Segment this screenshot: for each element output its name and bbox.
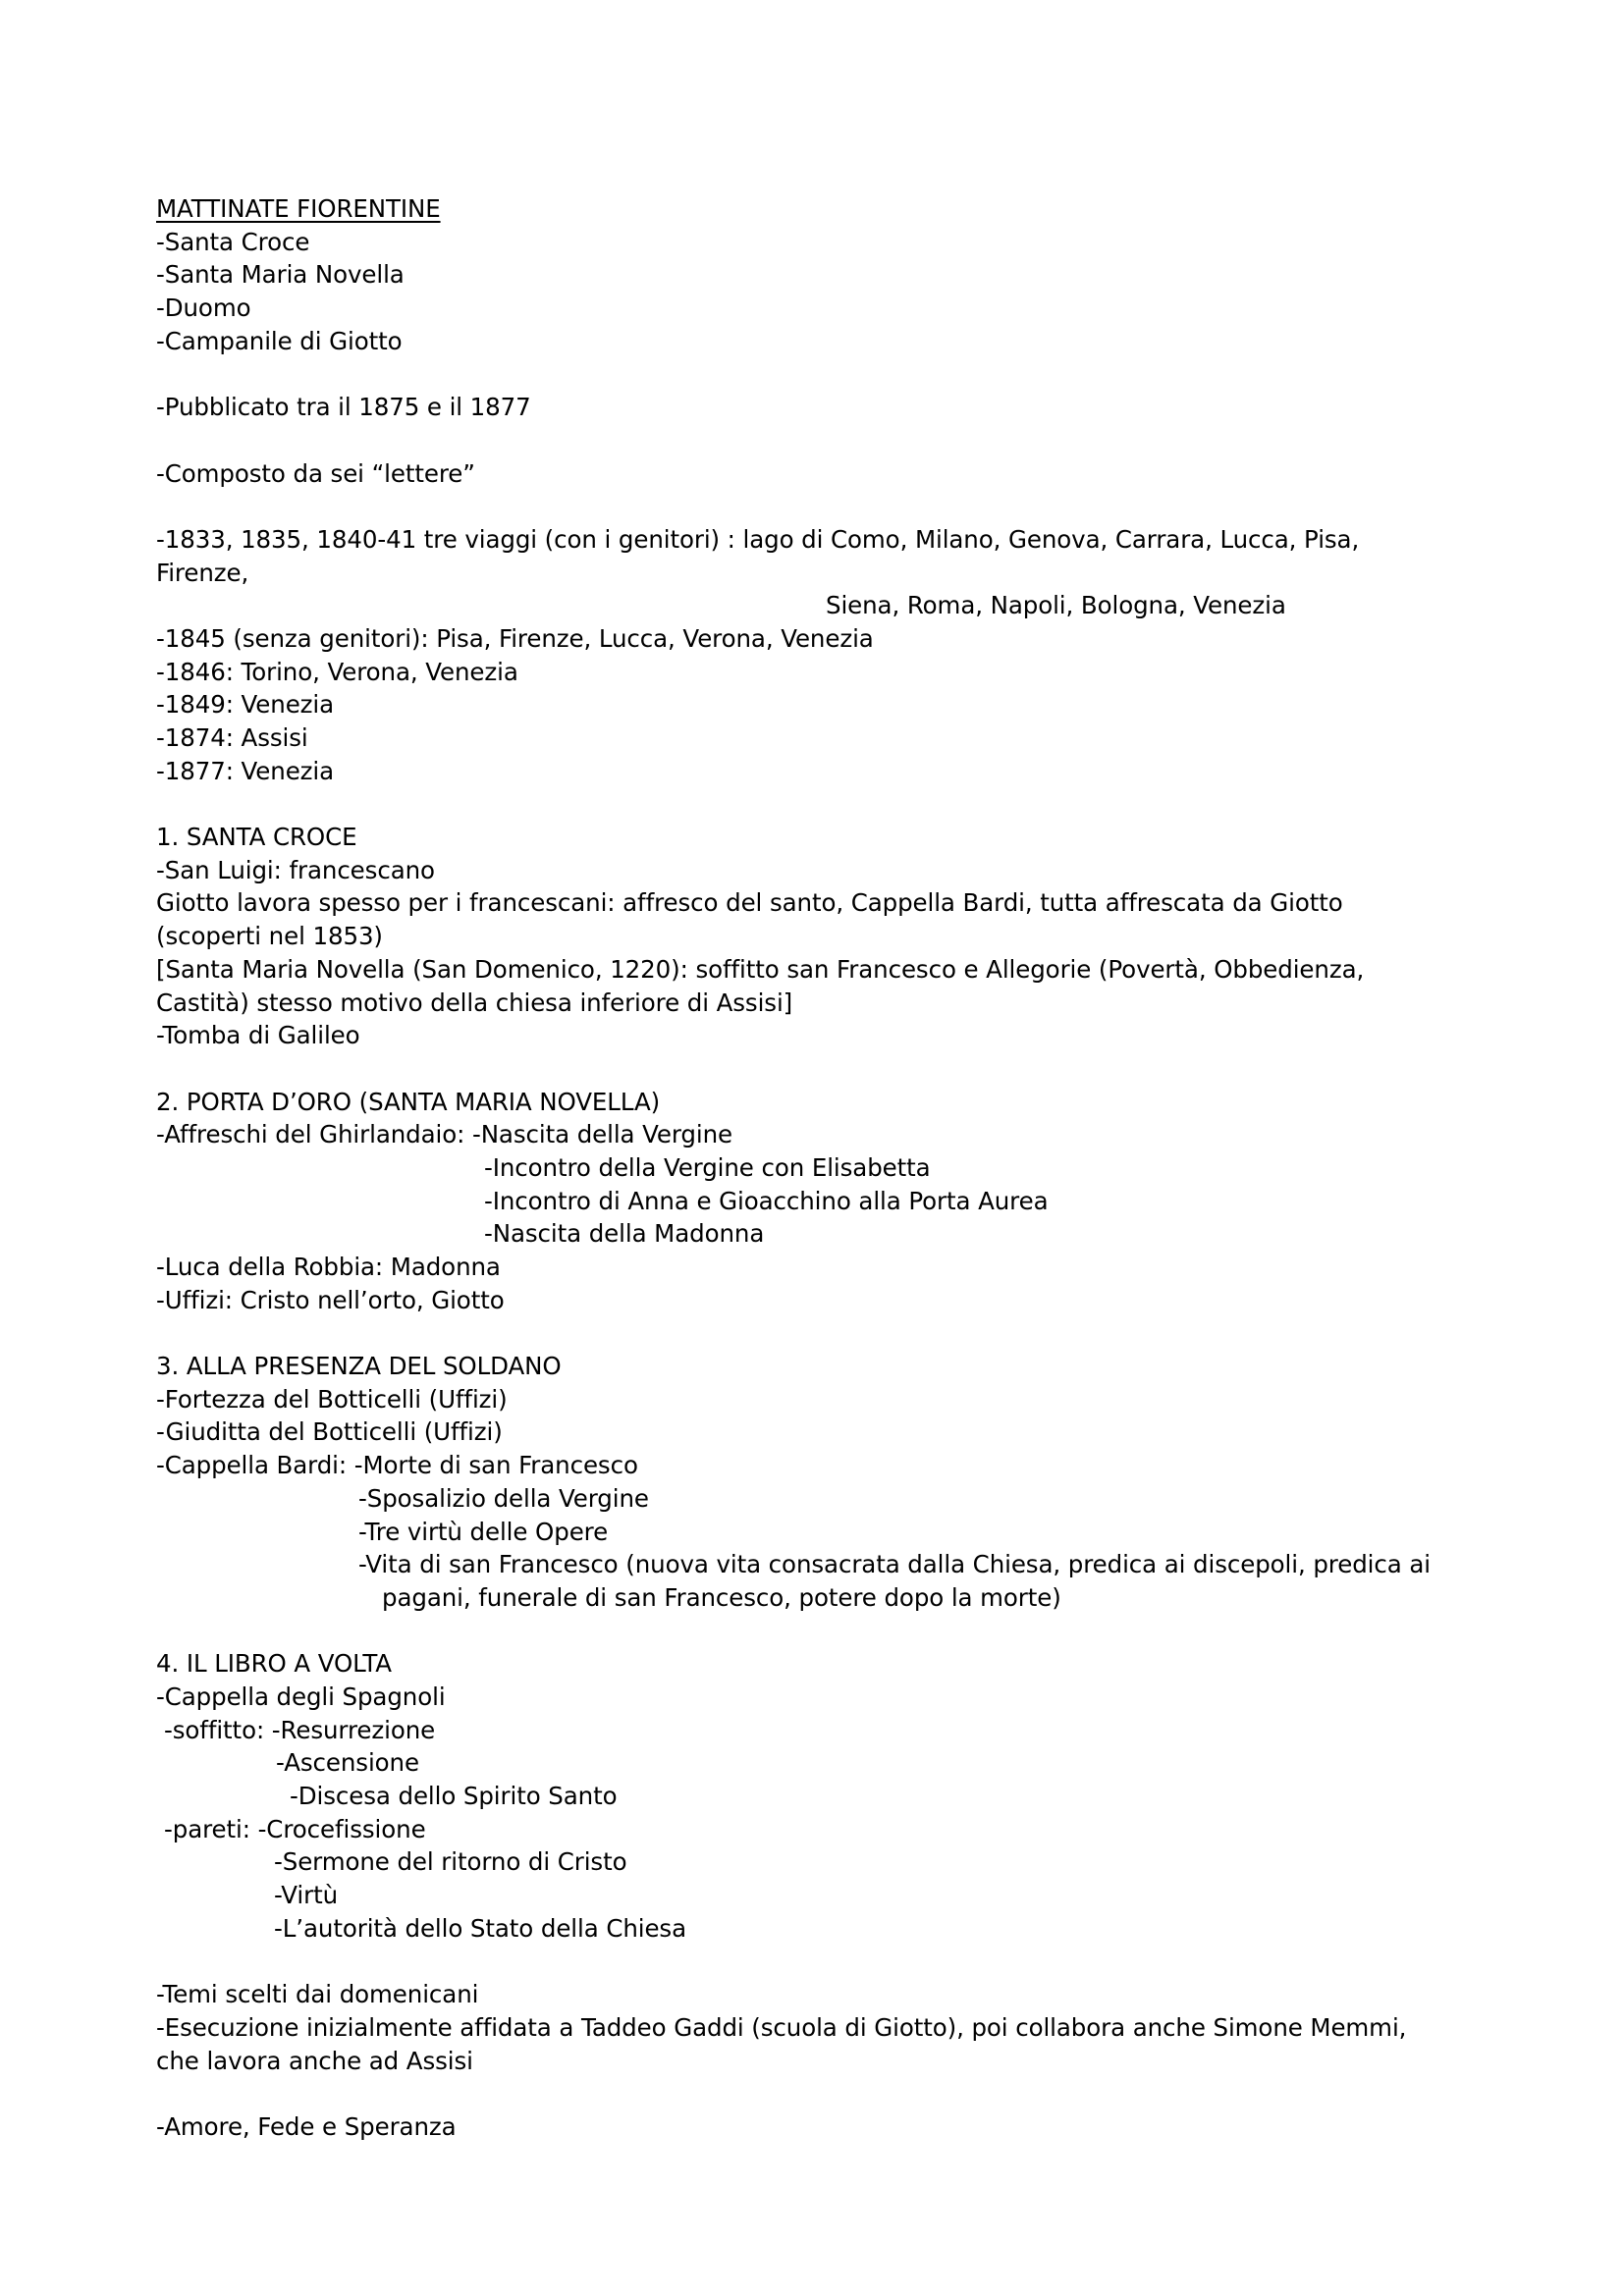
bardi-item: -Vita di san Francesco (nuova vita consacrata dalla Chiesa, predica ai discepoli, predica ai	[358, 1550, 1431, 1579]
intro-item: -Santa Croce	[156, 227, 310, 256]
bardi-item: -Sposalizio della Vergine	[358, 1483, 649, 1513]
section-heading: 1. SANTA CROCE	[156, 823, 357, 852]
section-line: -Tomba di Galileo	[156, 1021, 360, 1050]
spacer	[156, 490, 1472, 523]
intro-item: -Santa Maria Novella	[156, 260, 405, 290]
bardi-line: -Cappella Bardi: -Morte di san Francesco	[156, 1451, 638, 1480]
soffitto-line: -soffitto: -Resurrezione	[164, 1715, 436, 1744]
spacer	[156, 1052, 1472, 1086]
closing-line: -Amore, Fede e Speranza	[156, 2111, 457, 2141]
pareti-item: -Virtù	[274, 1881, 339, 1910]
travels-line: -1833, 1835, 1840-41 tre viaggi (con i genitori) : lago di Como, Milano, Genova, Carrara, Lucca, Pisa,	[156, 524, 1360, 554]
ghirlandaio-line: -Affreschi del Ghirlandaio: -Nascita della Vergine	[156, 1120, 732, 1149]
composed-note: -Composto da sei “lettere”	[156, 458, 475, 488]
document-title: MATTINATE FIORENTINE	[156, 194, 441, 223]
ghirlandaio-item: -Incontro della Vergine con Elisabetta	[484, 1152, 931, 1182]
section-line: Giotto lavora spesso per i francescani: affresco del santo, Cappella Bardi, tutta affrescata da Giotto	[156, 888, 1343, 918]
note-line: -Temi scelti dai domenicani	[156, 1980, 479, 2009]
ghirlandaio-item: -Incontro di Anna e Gioacchino alla Porta Aurea	[484, 1186, 1049, 1215]
note-line: che lavora anche ad Assisi	[156, 2046, 473, 2075]
section-line: -Luca della Robbia: Madonna	[156, 1253, 501, 1281]
section-line: (scoperti nel 1853)	[156, 922, 383, 951]
section-line: -San Luigi: francescano	[156, 855, 435, 884]
spacer	[156, 2077, 1472, 2110]
spacer	[156, 787, 1472, 821]
document-body	[156, 192, 1472, 2144]
ghirlandaio-item: -Nascita della Madonna	[484, 1219, 765, 1249]
note-line: -Esecuzione inizialmente affidata a Taddeo Gaddi (scuola di Giotto), poi collabora anche Simone Memmi,	[156, 2012, 1407, 2042]
travels-line: Firenze,	[156, 558, 249, 587]
intro-item: -Campanile di Giotto	[156, 326, 403, 355]
travels-item: -1849: Venezia	[156, 690, 335, 720]
soffitto-item: -Discesa dello Spirito Santo	[290, 1782, 618, 1810]
published-note: -Pubblicato tra il 1875 e il 1877	[156, 393, 531, 422]
section-line: [Santa Maria Novella (San Domenico, 1220): soffitto san Francesco e Allegorie (Povertà, Obbedienza,	[156, 954, 1365, 984]
pareti-line: -pareti: -Crocefissione	[164, 1814, 426, 1843]
travels-item: -1874: Assisi	[156, 723, 308, 752]
section-line: -Giuditta del Botticelli (Uffizi)	[156, 1417, 503, 1447]
intro-item: -Duomo	[156, 294, 251, 323]
bardi-item-continued: pagani, funerale di san Francesco, potere dopo la morte)	[382, 1582, 1061, 1612]
section-line: -Cappella degli Spagnoli	[156, 1682, 446, 1711]
spacer	[156, 1316, 1472, 1350]
section-heading: 3. ALLA PRESENZA DEL SOLDANO	[156, 1352, 562, 1381]
spacer	[156, 1615, 1472, 1648]
pareti-item: -L’autorità dello Stato della Chiesa	[274, 1913, 687, 1943]
travels-item: -1877: Venezia	[156, 756, 335, 785]
bardi-item: -Tre virtù delle Opere	[358, 1517, 609, 1546]
spacer	[156, 1945, 1472, 1978]
travels-item: -1846: Torino, Verona, Venezia	[156, 657, 518, 686]
section-line: -Fortezza del Botticelli (Uffizi)	[156, 1384, 508, 1414]
section-line: -Uffizi: Cristo nell’orto, Giotto	[156, 1285, 505, 1314]
travels-item: -1845 (senza genitori): Pisa, Firenze, Lucca, Verona, Venezia	[156, 623, 874, 653]
pareti-item: -Sermone del ritorno di Cristo	[274, 1847, 627, 1877]
section-heading: 2. PORTA D’ORO (SANTA MARIA NOVELLA)	[156, 1087, 661, 1116]
spacer	[156, 357, 1472, 391]
section-heading: 4. IL LIBRO A VOLTA	[156, 1649, 392, 1679]
travels-line-indented: Siena, Roma, Napoli, Bologna, Venezia	[826, 591, 1286, 620]
soffitto-item: -Ascensione	[276, 1748, 419, 1778]
spacer	[156, 424, 1472, 457]
section-line: Castità) stesso motivo della chiesa inferiore di Assisi]	[156, 988, 793, 1017]
